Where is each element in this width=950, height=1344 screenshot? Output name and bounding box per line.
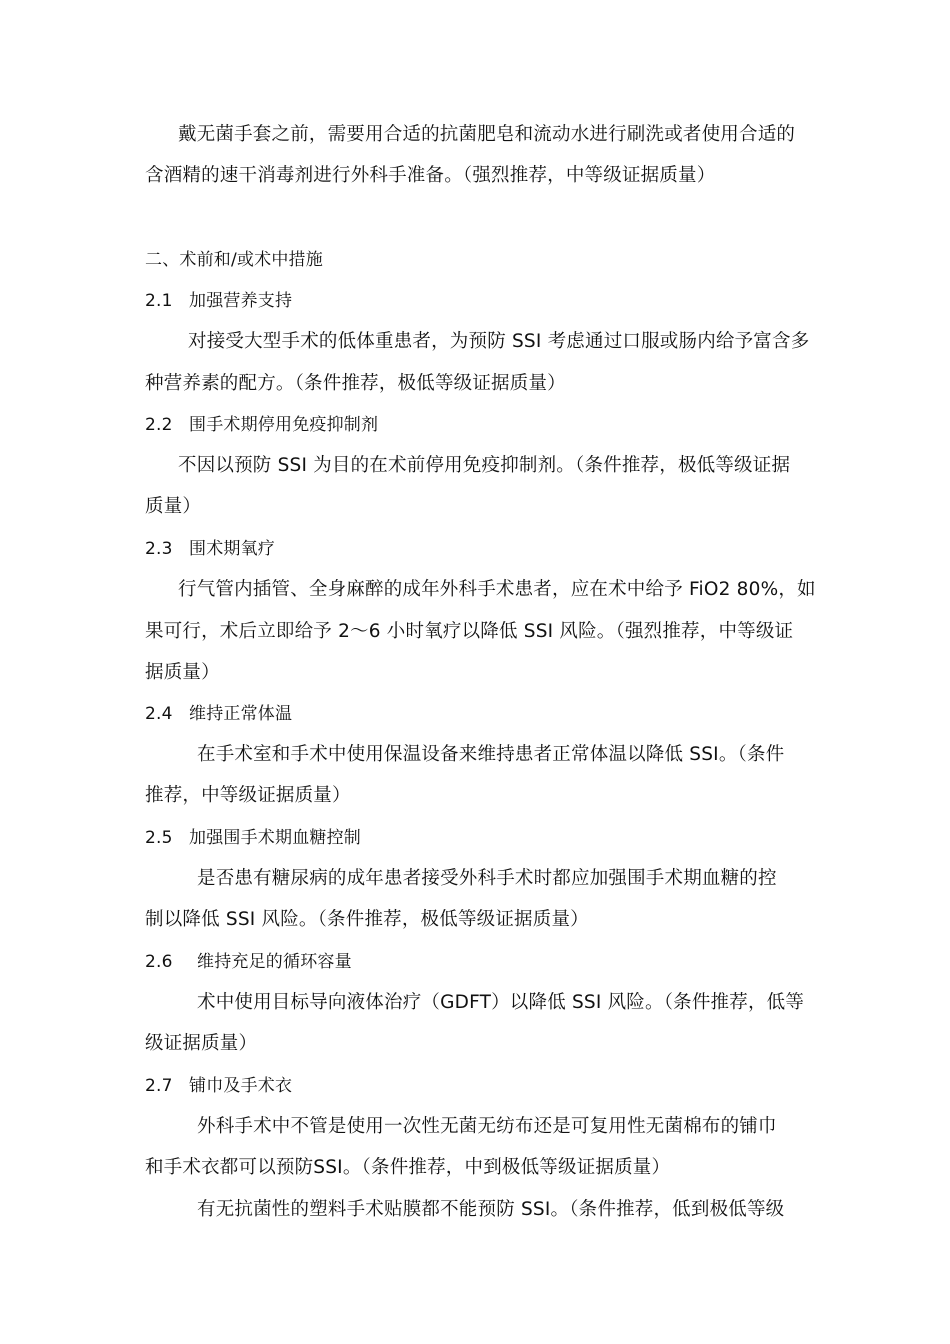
item-2-1-line-2: 种营养素的配方。（条件推荐，极低等级证据质量） (145, 373, 566, 394)
item-heading-2-4 (145, 702, 292, 726)
item-heading-2-7 (145, 1074, 292, 1098)
section-title: 二、术前和/或术中措施 (145, 250, 323, 270)
item-2-7-line-1: 外科手术中不管是使用一次性无菌无纺布还是可复用性无菌棉布的铺巾 (197, 1116, 777, 1137)
item-heading-2-3 (145, 537, 275, 561)
item-number: 2.7 (145, 1076, 173, 1096)
item-2-3-line-2: 果可行，术后立即给予 2～6 小时氧疗以降低 SSI 风险。（强烈推荐，中等级证 (145, 621, 794, 642)
intro-line-2: 含酒精的速干消毒剂进行外科手准备。（强烈推荐，中等级证据质量） (145, 165, 716, 186)
item-number: 2.6 (145, 952, 173, 972)
item-2-5-line-1: 是否患有糖尿病的成年患者接受外科手术时都应加强围手术期血糖的控 (197, 868, 777, 889)
item-2-4-line-2: 推荐，中等级证据质量） (145, 785, 351, 806)
item-2-3-line-3: 据质量） (145, 662, 220, 683)
item-title: 铺巾及手术衣 (189, 1076, 293, 1096)
item-2-5-line-2: 制以降低 SSI 风险。（条件推荐，极低等级证据质量） (145, 909, 589, 930)
item-2-4-line-1: 在手术室和手术中使用保温设备来维持患者正常体温以降低 SSI。（条件 (197, 744, 785, 765)
item-title: 围手术期停用免疫抑制剂 (189, 415, 379, 435)
item-2-6-line-2: 级证据质量） (145, 1033, 258, 1054)
item-number: 2.3 (145, 539, 173, 559)
item-2-6-line-1: 术中使用目标导向液体治疗（GDFT）以降低 SSI 风险。（条件推荐，低等 (197, 992, 805, 1013)
item-heading-2-6 (145, 950, 352, 974)
item-title: 围术期氧疗 (189, 539, 275, 559)
item-number: 2.2 (145, 415, 173, 435)
item-title: 维持充足的循环容量 (197, 952, 352, 972)
item-title: 加强围手术期血糖控制 (189, 828, 361, 848)
item-title: 加强营养支持 (189, 291, 293, 311)
item-number: 2.1 (145, 291, 173, 311)
item-heading-2-2 (145, 413, 378, 437)
item-heading-2-5 (145, 826, 361, 850)
intro-line-1: 戴无菌手套之前，需要用合适的抗菌肥皂和流动水进行刷洗或者使用合适的 (178, 124, 796, 145)
item-number: 2.4 (145, 704, 173, 724)
item-2-2-line-2: 质量） (145, 496, 202, 517)
item-2-2-line-1: 不因以预防 SSI 为目的在术前停用免疫抑制剂。（条件推荐，极低等级证据 (178, 455, 791, 476)
item-heading-2-1 (145, 289, 292, 313)
item-2-7-line-3: 有无抗菌性的塑料手术贴膜都不能预防 SSI。（条件推荐，低到极低等级 (197, 1199, 785, 1220)
item-2-3-line-1: 行气管内插管、全身麻醉的成年外科手术患者，应在术中给予 FiO2 80%，如 (178, 579, 816, 600)
item-2-1-line-1: 对接受大型手术的低体重患者，为预防 SSI 考虑通过口服或肠内给予富含多 (188, 331, 810, 352)
item-title: 维持正常体温 (189, 704, 293, 724)
item-2-7-line-2: 和手术衣都可以预防SSI。（条件推荐，中到极低等级证据质量） (145, 1157, 671, 1178)
item-number: 2.5 (145, 828, 173, 848)
